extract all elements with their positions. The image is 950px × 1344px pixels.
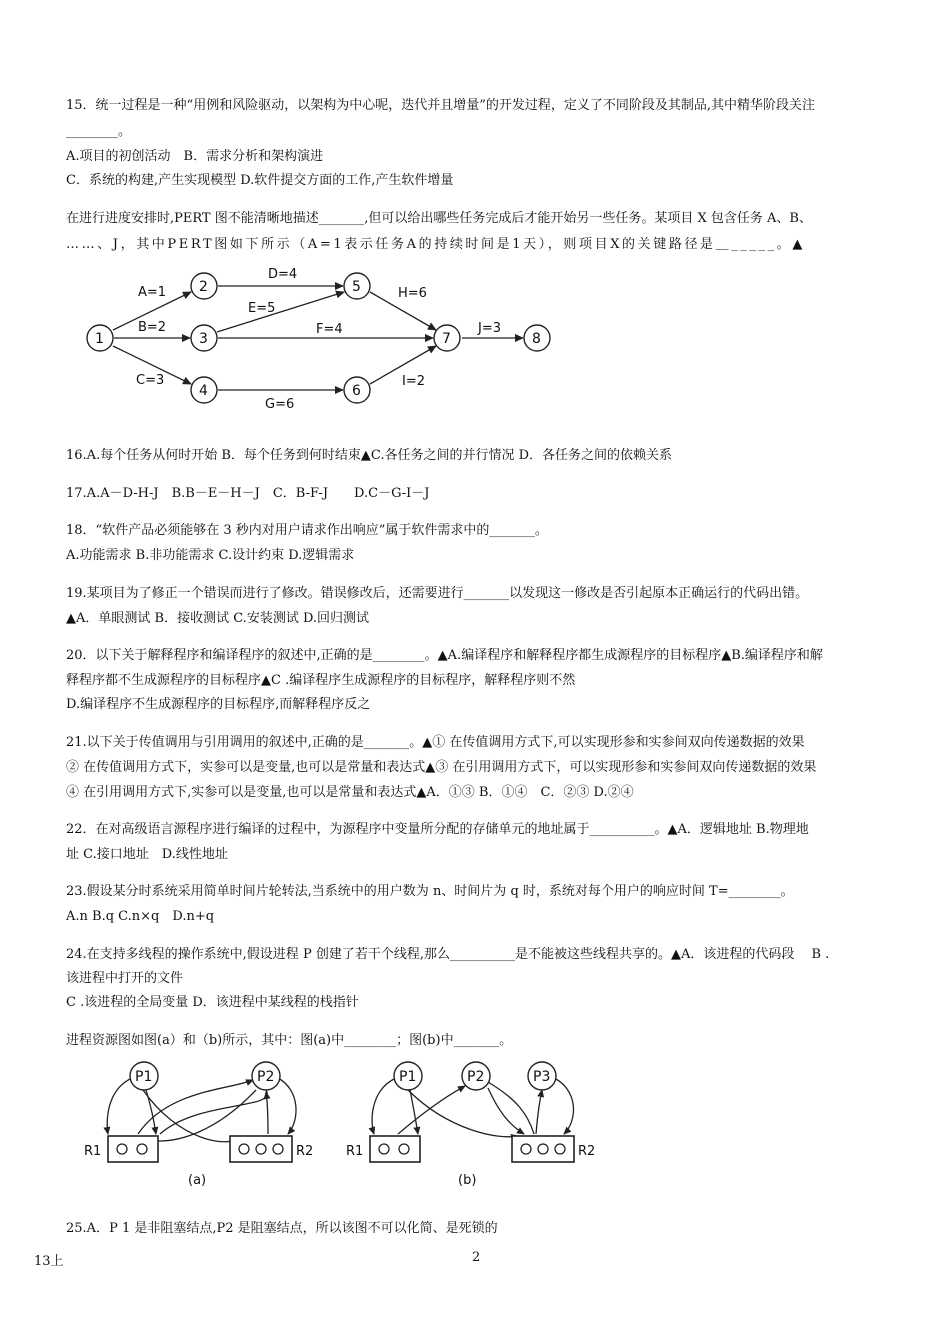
pert-edge-label: D=4 [268, 267, 298, 282]
rag-b-process [394, 1062, 422, 1090]
rag-a-resource-r2 [230, 1136, 292, 1162]
pert-edge-label: B=2 [138, 320, 167, 335]
rag-a-r2-label: R2 [296, 1144, 314, 1159]
pert-edge-label: A=1 [138, 285, 167, 300]
q17-options: 17.A.A－D-H-J B.B－E－H－J C．B-F-J D.C－G-I－J [66, 486, 430, 501]
pert-edge-label: H=6 [398, 286, 427, 301]
q20-stem: 20．以下关于解释程序和编译程序的叙述中,正确的是________。▲A.编译程序和解释程序都生成源程序的目标程序▲B.编译程序和解 [66, 648, 823, 663]
q15-options-2: C．系统的构建,产生实现模型 D.软件提交方面的工作,产生软件增量 [66, 173, 454, 188]
footer-left-label: 13上 [34, 1254, 64, 1269]
pert-edge-label: E=5 [248, 301, 276, 316]
q15-options-1: A.项目的初创活动 B．需求分析和架构演进 [66, 149, 324, 164]
rag-b-r1-label: R1 [346, 1144, 364, 1159]
pert-node [434, 325, 460, 351]
pert-node [524, 325, 550, 351]
pert-node [191, 325, 217, 351]
svg-text:P1: P1 [399, 1069, 417, 1085]
pert-node [191, 377, 217, 403]
pert-diagram [80, 262, 560, 412]
rag-b-process [528, 1062, 556, 1090]
pert-node [87, 325, 113, 351]
pert-intro-1: 在进行进度安排时,PERT 图不能清晰地描述_______,但可以给出哪些任务完成后才能开始另一些任务。某项目 X 包含任务 A、B、 [66, 211, 812, 226]
q24-line-2: 该进程中打开的文件 [66, 971, 184, 986]
svg-text:2: 2 [199, 279, 208, 295]
pert-edge-label: I=2 [402, 374, 425, 389]
pert-node [344, 273, 370, 299]
q19-stem: 19.某项目为了修正一个错误而进行了修改。错误修改后，还需要进行_______以发现这一修改是否引起原本正确运行的代码出错。 [66, 586, 809, 601]
q18-options: A.功能需求 B.非功能需求 C.设计约束 D.逻辑需求 [66, 548, 355, 563]
rag-a-r1-label: R1 [84, 1144, 102, 1159]
svg-text:7: 7 [442, 331, 451, 347]
svg-text:8: 8 [532, 331, 541, 347]
pert-edge-label: F=4 [316, 322, 343, 337]
rag-b-process [462, 1062, 490, 1090]
q22-line-2: 址 C.接口地址 D.线性地址 [66, 847, 228, 862]
rag-b-resource-r2 [512, 1136, 574, 1162]
pert-edge-label: C=3 [136, 373, 165, 388]
rag-a-process [252, 1062, 280, 1090]
svg-text:P2: P2 [467, 1069, 485, 1085]
q21-line-3: ④ 在引用调用方式下,实参可以是变量,也可以是常量和表达式▲A．①③ B．①④ C．②③ D.②④ [66, 785, 634, 800]
q25-option-a: 25.A．P 1 是非阻塞结点,P2 是阻塞结点，所以该图不可以化简、是死锁的 [66, 1221, 498, 1236]
svg-text:P3: P3 [533, 1069, 551, 1085]
rag-b-r2-label: R2 [578, 1144, 596, 1159]
rag-a-caption: (a) [188, 1173, 207, 1188]
pert-edge-label: G=6 [265, 397, 295, 412]
rag-b-caption: (b) [458, 1173, 477, 1188]
rag-diagram [78, 1060, 608, 1192]
q21-stem: 21.以下关于传值调用与引用调用的叙述中,正确的是_______。▲① 在传值调用方式下,可以实现形参和实参间双向传递数据的效果 [66, 735, 805, 750]
q24-line-3: C .该进程的全局变量 D．该进程中某线程的栈指针 [66, 995, 359, 1010]
q20-line-2: 释程序都不生成源程序的目标程序▲C .编译程序生成源程序的目标程序，解释程序则不然 [66, 673, 576, 688]
q15-stem: 15．统一过程是一种“用例和风险驱动，以架构为中心呢，迭代并且增量”的开发过程，定义了不同阶段及其制品,其中精华阶段关注 [66, 98, 815, 113]
pert-intro-2: ……、J，其中PERT图如下所示（A=1表示任务A的持续时间是1天），则项目X的关键路径是＿_____。▲ [66, 237, 805, 252]
q23-options: A.n B.q C.n×q D.n+q [66, 909, 215, 924]
pert-node [344, 377, 370, 403]
q15-blank: ________。 [66, 124, 132, 139]
svg-text:4: 4 [199, 383, 208, 399]
svg-text:3: 3 [199, 331, 208, 347]
q24-stem: 24.在支持多线程的操作系统中,假设进程 P 创建了若干个线程,那么__________是不能被这些线程共享的。▲A．该进程的代码段 B . [66, 947, 830, 962]
svg-text:1: 1 [95, 331, 104, 347]
q16-options: 16.A.每个任务从何时开始 B．每个任务到何时结束▲C.各任务之间的并行情况 D．各任务之间的依赖关系 [66, 448, 673, 463]
svg-text:6: 6 [352, 383, 361, 399]
page-number: 2 [472, 1250, 481, 1265]
rag-intro: 进程资源图如图(a）和（b)所示，其中：图(a)中________；图(b)中_______。 [66, 1033, 513, 1048]
rag-a-process [130, 1062, 158, 1090]
svg-text:P1: P1 [135, 1069, 153, 1085]
q18-stem: 18．“软件产品必须能够在 3 秒内对用户请求作出响应”属于软件需求中的_______。 [66, 523, 548, 538]
pert-edge-label: J=3 [478, 321, 501, 336]
rag-a-resource-r1 [108, 1136, 158, 1162]
svg-text:P2: P2 [257, 1069, 275, 1085]
q21-line-2: ② 在传值调用方式下，实参可以是变量,也可以是常量和表达式▲③ 在引用调用方式下，可以实现形参和实参间双向传递数据的效果 [66, 760, 817, 775]
pert-node [191, 273, 217, 299]
q22-stem: 22．在对高级语言源程序进行编译的过程中，为源程序中变量所分配的存储单元的地址属于__________。▲A．逻辑地址 B.物理地 [66, 822, 809, 837]
svg-text:5: 5 [352, 279, 361, 295]
q23-stem: 23.假设某分时系统采用简单时间片轮转法,当系统中的用户数为 n、时间片为 q 时，系统对每个用户的响应时间 T=________。 [66, 884, 794, 899]
q20-line-3: D.编译程序不生成源程序的目标程序,而解释程序反之 [66, 697, 371, 712]
rag-b-resource-r1 [370, 1136, 420, 1162]
q19-options: ▲A．单眼测试 B．接收测试 C.安装测试 D.回归测试 [66, 611, 370, 626]
